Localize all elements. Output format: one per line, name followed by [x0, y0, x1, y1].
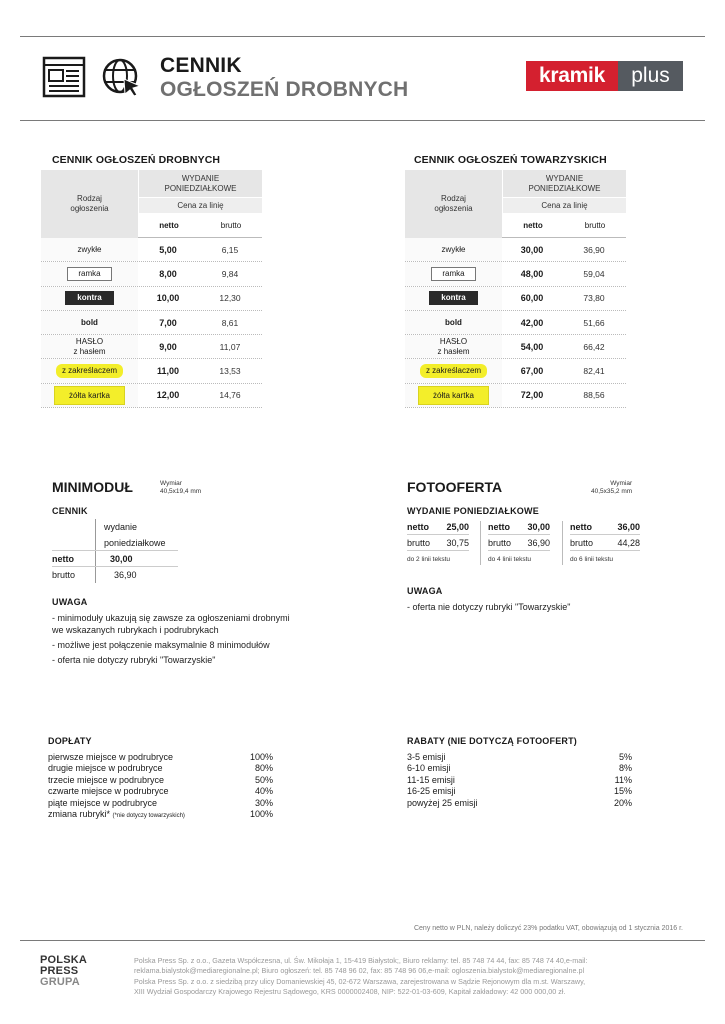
row-label: z zakreślaczem [405, 359, 502, 382]
fotooferta-size: Wymiar 40,5x35,2 mm [591, 480, 633, 496]
list-item: 6-10 emisji 8% [407, 763, 632, 774]
row-label: HASŁO z hasłem [41, 335, 138, 358]
fotooferta-col-2: netto 30,00 brutto 36,90 do 4 linii tekstu [488, 519, 550, 563]
minimodul-title: MINIMODUŁ [52, 479, 133, 495]
netto-value: 9,00 [159, 341, 177, 352]
netto-value: 42,00 [520, 317, 544, 328]
page-title-line2: OGŁOSZEŃ DROBNYCH [160, 78, 409, 101]
netto-value: 10,00 [156, 293, 180, 304]
page-title-line1: CENNIK [160, 54, 242, 77]
fotooferta-subtitle: WYDANIE PONIEDZIAŁKOWE [407, 506, 539, 516]
doplaty-title: DOPŁATY [48, 736, 92, 746]
netto-value: 48,00 [520, 268, 544, 279]
brutto-value: 66,42 [583, 341, 605, 352]
brutto-value: 8,61 [221, 317, 239, 328]
table-row [405, 238, 626, 262]
minimodul-notes: - minimoduły ukazują się zawsze za ogłoszeniami drobnymi we wskazanych rubrykach i podrubrykach - możliwe jest połączenie maksymalnie 8 minimodułów - oferta nie dotyczy rubryki "Towarzyskie" [52, 613, 290, 666]
col-rodzaj: Rodzaj ogłoszenia [41, 170, 138, 238]
brutto-value: 36,90 [583, 244, 605, 255]
col-netto: netto [159, 220, 179, 230]
row-label: bold [41, 311, 138, 334]
brutto-value: 13,53 [219, 366, 241, 377]
kramik-plus-logo [526, 61, 683, 91]
row-label: zwykłe [405, 238, 502, 261]
minimodul-price-table: wydanie poniedziałkowe netto 30,00 brutto 36,90 [52, 519, 178, 583]
fotooferta-title: FOTOOFERTA [407, 479, 503, 495]
netto-value: 54,00 [520, 341, 544, 352]
brutto-value: 6,15 [221, 244, 239, 255]
table-row [405, 287, 626, 311]
col-brutto: brutto [220, 220, 242, 230]
netto-value: 67,00 [520, 366, 544, 377]
netto-value: 30,00 [520, 244, 544, 255]
table-row [41, 311, 262, 335]
netto-value: 8,00 [159, 268, 177, 279]
netto-value: 11,00 [156, 366, 180, 377]
table-row [405, 384, 626, 408]
table-row [41, 287, 262, 311]
price-table-towarzyskie [405, 170, 626, 408]
fotooferta-uwaga-heading: UWAGA [407, 586, 443, 596]
col-rodzaj: Rodzaj ogłoszenia [405, 170, 502, 238]
brutto-value: 73,80 [583, 293, 605, 304]
list-item: powyżej 25 emisji 20% [407, 797, 632, 808]
row-label: bold [405, 311, 502, 334]
fotooferta-note: - oferta nie dotyczy rubryki "Towarzyskie" [407, 602, 571, 612]
table-row [405, 335, 626, 359]
brutto-value: 12,30 [219, 293, 241, 304]
table-row [405, 359, 626, 383]
table-drobne-title: CENNIK OGŁOSZEŃ DROBNYCH [52, 154, 221, 166]
row-label: żółta kartka [405, 384, 502, 407]
netto-value: 5,00 [159, 244, 177, 255]
minimodul-uwaga-heading: UWAGA [52, 597, 88, 607]
row-label: żółta kartka [41, 384, 138, 407]
brutto-value: 88,56 [583, 390, 605, 401]
vat-note: Ceny netto w PLN, należy doliczyć 23% podatku VAT, obowiązują od 1 stycznia 2016 r. [413, 925, 683, 932]
top-rule [20, 36, 705, 37]
netto-value: 12,00 [156, 390, 180, 401]
globe-cursor-icon [100, 56, 144, 98]
table-row [41, 262, 262, 286]
doplaty-list [48, 751, 273, 820]
header-rule [20, 120, 705, 121]
brutto-value: 14,76 [219, 390, 241, 401]
row-label: zwykłe [41, 238, 138, 261]
list-item: pierwsze miejsce w podrubryce 100% [48, 751, 273, 762]
minimodul-size: Wymiar 40,5x19,4 mm [160, 480, 202, 496]
col-brutto: brutto [584, 220, 606, 230]
table-row [41, 384, 262, 408]
list-item: 11-15 emisji 11% [407, 774, 632, 785]
list-item: 16-25 emisji 15% [407, 786, 632, 797]
row-label: z zakreślaczem [41, 359, 138, 382]
logo-kramik: kramik [526, 61, 618, 91]
row-label: ramka [41, 262, 138, 285]
col-wydanie: WYDANIE PONIEDZIAŁKOWE [138, 170, 262, 197]
table-row [405, 262, 626, 286]
table-row [405, 311, 626, 335]
fotooferta-separator [480, 521, 481, 565]
list-item: piąte miejsce w podrubryce 30% [48, 797, 273, 808]
table-row [41, 359, 262, 383]
brutto-value: 51,66 [583, 317, 605, 328]
row-label: ramka [405, 262, 502, 285]
table-row [41, 238, 262, 262]
col-cena: Cena za linię [502, 197, 626, 213]
price-table-drobne [41, 170, 262, 408]
brutto-value: 11,07 [219, 341, 241, 352]
netto-value: 7,00 [159, 317, 177, 328]
logo-plus: plus [618, 61, 683, 91]
netto-value: 72,00 [520, 390, 544, 401]
brutto-value: 9,84 [221, 268, 239, 279]
brutto-value: 59,04 [583, 268, 605, 279]
rabaty-title: RABATY (NIE DOTYCZĄ FOTOOFERT) [407, 736, 577, 746]
footer-rule [20, 940, 705, 941]
fotooferta-col-3: netto 36,00 brutto 44,28 do 6 linii tekstu [570, 519, 640, 563]
list-item: zmiana rubryki* (*nie dotyczy towarzyskich) 100% [48, 809, 273, 820]
col-wydanie: WYDANIE PONIEDZIAŁKOWE [502, 170, 626, 197]
table-row [41, 335, 262, 359]
brutto-value: 82,41 [583, 366, 605, 377]
rabaty-list [407, 751, 632, 809]
newspaper-icon [42, 56, 86, 98]
list-item: 3-5 emisji 5% [407, 751, 632, 762]
table-towarzyskie-title: CENNIK OGŁOSZEŃ TOWARZYSKICH [414, 154, 607, 166]
fotooferta-separator [562, 521, 563, 565]
fotooferta-col-1: netto 25,00 brutto 30,75 do 2 linii tekstu [407, 519, 469, 563]
list-item: drugie miejsce w podrubryce 80% [48, 763, 273, 774]
footer-company-info: Polska Press Sp. z o.o., Gazeta Współczesna, ul. Św. Mikołaja 1, 15-419 Białystok;, Biuro reklamy: tel. 85 748 74 44, fax: 85 748 74 40,e-mail: reklama.bialystok@mediaregionalne.pl; Biuro ogłoszeń: tel. 85 748 96 02, fax: 85 748 96 06,e-mail: ogloszenia.bialystok@mediaregionalne.pl Polska Press Sp. z o.o. z siedzibą przy ulicy Domaniewskiej 45, 02-672 Warszawa, zarejestrowana w Sądzie Rejonowym dla m.st. Warszawy, XIII Wydział Gospodarczy Krajowego Rejestru Sądowego, KRS 0000002408, NIP: 522-01-03-609, Kapitał zakładowy: 42 000 000,00 zł. [134, 956, 588, 997]
row-label: HASŁO z hasłem [405, 335, 502, 358]
polska-press-logo: POLSKA PRESS GRUPA [40, 954, 88, 988]
row-label: kontra [405, 287, 502, 310]
list-item: czwarte miejsce w podrubryce 40% [48, 786, 273, 797]
netto-value: 60,00 [520, 293, 544, 304]
col-netto: netto [523, 220, 543, 230]
row-label: kontra [41, 287, 138, 310]
list-item: trzecie miejsce w podrubryce 50% [48, 774, 273, 785]
minimodul-cennik-heading: CENNIK [52, 506, 88, 516]
col-cena: Cena za linię [138, 197, 262, 213]
